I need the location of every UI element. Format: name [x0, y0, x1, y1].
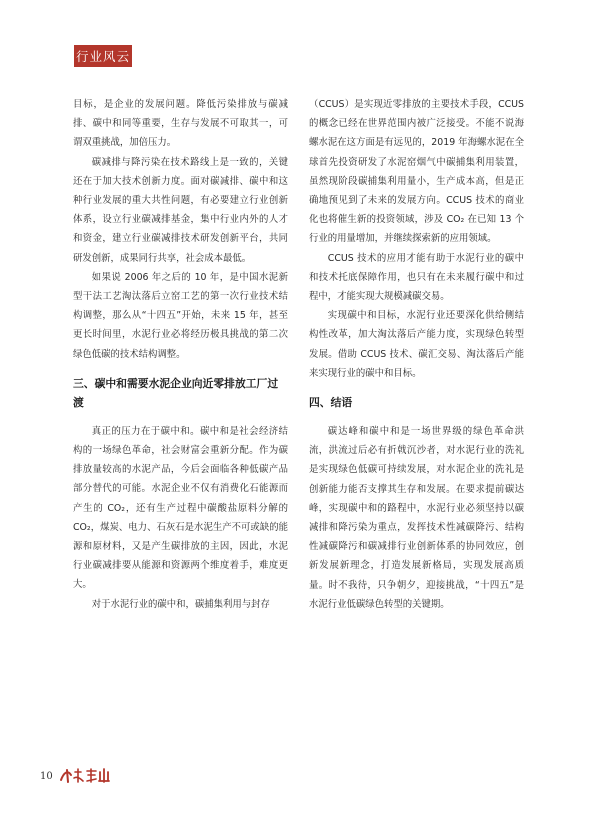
paragraph: CCUS 技术的应用才能有助于水泥行业的碳中和技术托底保障作用，也只有在未来履行碳中和过程中，才能实现大规模减碳交易。	[309, 252, 524, 303]
paragraph: 目标，是企业的发展问题。降低污染排放与碳减排、碳中和同等重要，生存与发展不可取其一，可谓双重挑战，加倍压力。	[73, 99, 288, 149]
paragraph: 真正的压力在于碳中和。碳中和是社会经济结构的一场绿色革命，社会财富会重新分配。作为碳排放量较高的水泥产品，今后会面临各种低碳产品部分替代的可能。水泥企业不仅有消费化石能源而产生的 CO₂，还有生产过程中碳酸盐原料分解的 CO₂，煤炭、电力、石灰石是水泥生产不可或缺的能源和原材料，又是产生碳排放的主因，因此，水泥行业碳减排要从能源和资源两个维度着手，难度更大。	[73, 425, 288, 591]
paragraph: 碳减排与降污染在技术路线上是一致的，关键还在于加大技术创新力度。面对碳减排、碳中和这种行业发展的重大共性问题，有必要建立行业创新体系，设立行业碳减排基金，集中行业内外的人才和资金，建立行业碳减排技术研发创新平台，共同研发创新，成果同行共享，社会成本最低。	[73, 156, 288, 264]
section-heading: 四、结语	[309, 396, 353, 410]
paragraph: （CCUS）是实现近零排放的主要技术手段，CCUS 的概念已经在世界范围内被广泛接受。不能不说海螺水泥在这方面是有远见的，2019 年海螺水泥在全球首先投资研发了水泥窑烟气中碳捕集利用装置，虽然现阶段碳捕集利用量小，生产成本高，但是正确地预见到了未来的发展方向。CCUS 技术的商业化也将催生新的投资领域，涉及 CO₂ 在已知 13 个行业的用量增加，并继续探索新的应用领域。	[309, 99, 524, 245]
paragraph: 对于水泥行业的碳中和，碳捕集利用与封存	[91, 598, 270, 610]
page-number: 10	[40, 771, 53, 782]
paragraph: 如果说 2006 年之后的 10 年，是中国水泥新型干法工艺淘汰落后立窑工艺的第一次行业技术结构调整，那么从“十四五”开始，未来 15 年，甚至更长时间里，水泥行业必将经历极具挑战的第二次绿色低碳的技术结构调整。	[73, 271, 288, 360]
section-tag: 行业风云	[74, 45, 132, 67]
magazine-logo	[58, 766, 118, 786]
left-column	[73, 95, 288, 614]
paragraph: 碳达峰和碳中和是一场世界级的绿色革命洪流，洪流过后必有折戟沉沙者，对水泥行业的洗礼是实现绿色低碳可持续发展，对水泥企业的洗礼是创新能力能否支撑其生存和发展。在要求提前碳达峰，实现碳中和的路程中，水泥行业必须坚持以碳减排和降污染为重点，发挥技术性减碳降污、结构性减碳降污和碳减排行业创新体系的协同效应，创新发展新理念，打造发展新格局，实现发展高质量。时不我待，只争朝夕，迎接挑战，“十四五”是水泥行业低碳绿色转型的关键期。	[309, 426, 524, 610]
right-column	[309, 95, 524, 614]
paragraph: 实现碳中和目标，水泥行业还要深化供给侧结构性改革，加大淘汰落后产能力度，实现绿色转型发展。借助 CCUS 技术、碳汇交易、淘汰落后产能来实现行业的碳中和目标。	[309, 310, 524, 379]
section-heading: 三、碳中和需要水泥企业向近零排放工厂过渡	[73, 376, 279, 409]
